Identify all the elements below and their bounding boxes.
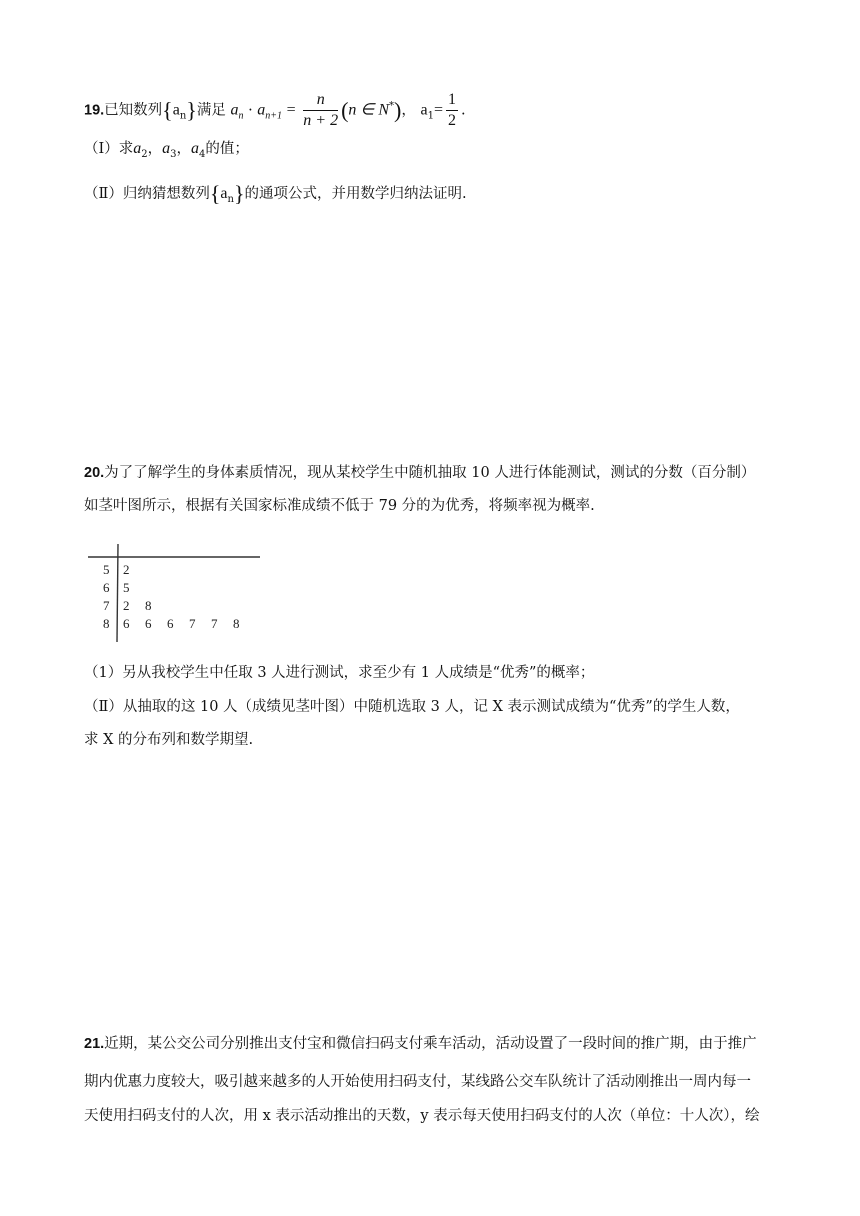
q20-part1-text: （1）另从我校学生中任取 3 人进行测试，求至少有 1 人成绩是“优秀”的概率； xyxy=(84,665,595,681)
q20-line2 xyxy=(84,496,595,516)
stem-leaf-plot xyxy=(86,542,266,647)
leaf-value: 7 xyxy=(211,616,218,631)
right-brace-icon: } xyxy=(186,97,197,123)
rel-a: a xyxy=(230,101,239,119)
a3: a xyxy=(162,140,171,157)
q21-line3 xyxy=(84,1106,759,1126)
left-brace-icon: { xyxy=(209,181,221,206)
q21-text-2: 期内优惠力度较大，吸引越来越多的人开始使用扫码支付，某线路公交车队统计了活动刚推出一周内每一 xyxy=(84,1074,751,1090)
a4-sub: 4 xyxy=(198,149,206,160)
a4: a xyxy=(190,140,199,157)
q20-part2-text-2: 求 X 的分布列和数学期望. xyxy=(84,732,254,748)
domain-condition: n ∈ N xyxy=(348,101,390,119)
q21-text-1: 近期，某公交公司分别推出支付宝和微信扫码支付乘车活动，活动设置了一段时间的推广期，由于推广 xyxy=(104,1036,757,1052)
left-brace-icon: { xyxy=(162,97,173,123)
q19-part1 xyxy=(84,139,249,165)
q20-text-1: 为了了解学生的身体素质情况，现从某校学生中随机抽取 10 人进行体能测试，测试的分数（百分制） xyxy=(104,465,756,481)
leaf-value: 8 xyxy=(233,616,240,631)
a2: a xyxy=(133,140,142,157)
q20-line1 xyxy=(84,463,755,483)
stem-value: 5 xyxy=(103,562,110,577)
sep2: ， xyxy=(176,141,191,157)
rel-sub1: n xyxy=(238,110,244,122)
seq-symbol: a xyxy=(172,101,180,119)
q19-mid-text: 满足 xyxy=(196,102,226,119)
comma: ， xyxy=(401,102,416,119)
part1-suffix: 的值； xyxy=(205,141,249,157)
question-number: 19. xyxy=(84,102,105,119)
period: . xyxy=(460,102,466,119)
q20-part2-text-1: （Ⅱ）从抽取的这 10 人（成绩见茎叶图）中随机选取 3 人，记 X 表示测试成绩为“优秀”的学生人数， xyxy=(84,699,740,715)
leaf-value: 6 xyxy=(145,616,152,631)
question-number: 21. xyxy=(84,1036,105,1052)
part2-prefix: （Ⅱ）归纳猜想数列 xyxy=(84,186,210,202)
leaf-value: 2 xyxy=(123,598,130,613)
leaf-value: 8 xyxy=(145,598,152,613)
q21-text-3: 天使用扫码支付的人次，用 x 表示活动推出的天数，y 表示每天使用扫码支付的人次（单位：十人次），绘 xyxy=(84,1108,760,1124)
part2-seq-sub: n xyxy=(227,194,234,205)
leaf-value: 6 xyxy=(123,616,130,631)
q21-line2 xyxy=(84,1072,751,1092)
part1-prefix: （I）求 xyxy=(84,141,134,157)
leaf-value: 6 xyxy=(167,616,174,631)
rel-b: a xyxy=(257,101,266,119)
half-denominator: 2 xyxy=(447,112,456,129)
rel-sub2: n+1 xyxy=(265,110,283,122)
q21-line1 xyxy=(84,1034,757,1054)
equals-sign: = xyxy=(286,101,296,119)
cond-superscript: * xyxy=(389,100,395,112)
q20-part2-line2 xyxy=(84,730,253,750)
q20-text-2: 如茎叶图所示，根据有关国家标准成绩不低于 79 分的为优秀，将频率视为概率. xyxy=(84,498,595,514)
stem-value: 6 xyxy=(103,580,110,595)
left-paren-icon: ( xyxy=(341,97,349,123)
q19-intro: 已知数列 xyxy=(104,102,163,119)
fraction-denominator: n + 2 xyxy=(303,112,339,129)
leaf-value: 7 xyxy=(189,616,196,631)
sep1: ， xyxy=(147,141,163,157)
init-subscript: 1 xyxy=(427,110,434,122)
a3-sub: 3 xyxy=(170,149,177,160)
half-numerator: 1 xyxy=(446,90,458,111)
question-number: 20. xyxy=(84,465,105,481)
stem-leaf-vertical-line xyxy=(117,544,118,642)
init-a: a xyxy=(420,101,428,119)
q20-part1 xyxy=(84,663,594,683)
fraction-numerator: n xyxy=(303,90,338,111)
stem-value: 8 xyxy=(103,616,110,631)
fraction-one-half xyxy=(446,90,458,131)
init-equals: = xyxy=(433,101,443,119)
leaf-value: 2 xyxy=(123,562,130,577)
stem-value: 7 xyxy=(103,598,110,613)
right-brace-icon: } xyxy=(233,181,245,206)
mult-dot: · xyxy=(248,102,253,119)
leaf-value: 5 xyxy=(123,580,130,595)
fraction-n-over-n-plus-2 xyxy=(303,90,338,131)
part2-seq: a xyxy=(220,185,228,202)
seq-subscript: n xyxy=(179,110,187,122)
right-paren-icon: ) xyxy=(394,97,402,123)
q19-stem xyxy=(84,90,466,131)
part2-suffix: 的通项公式，并用数学归纳法证明. xyxy=(244,186,467,202)
q19-part2 xyxy=(84,181,467,210)
q20-part2-line1 xyxy=(84,697,740,717)
a2-sub: 2 xyxy=(141,149,148,160)
